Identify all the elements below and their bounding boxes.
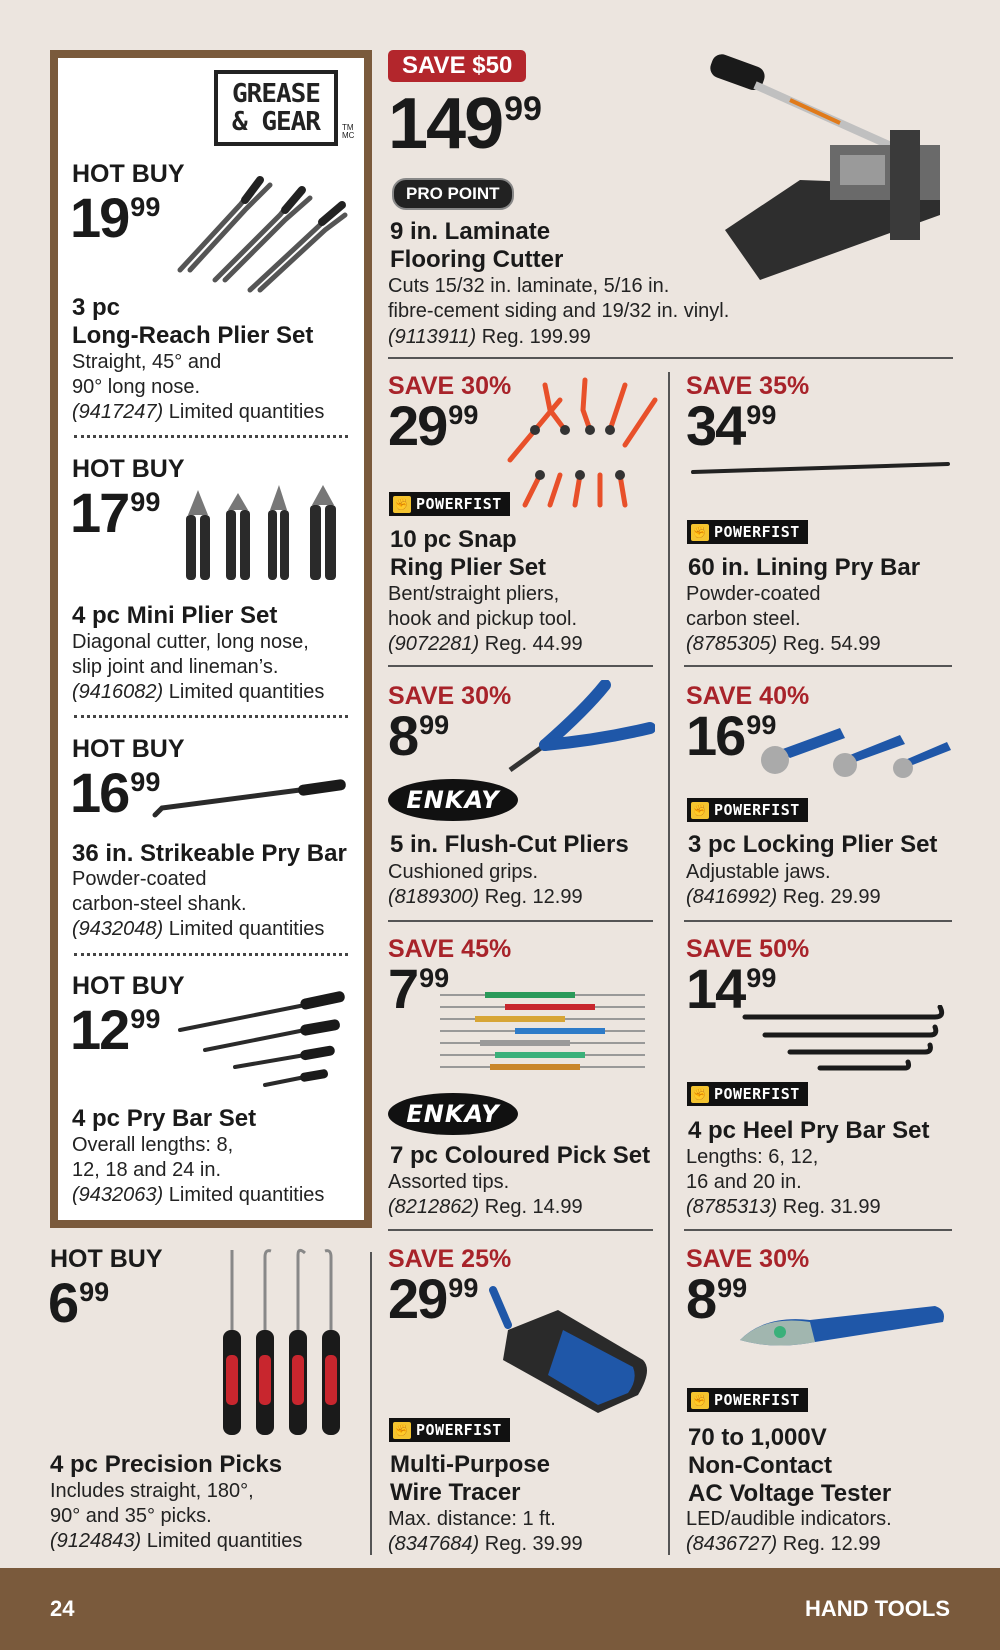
product-sku: (9072281) Reg. 44.99: [388, 633, 583, 655]
save-label: SAVE 30%: [388, 372, 512, 400]
dotted-divider: [74, 715, 348, 718]
divider: [388, 357, 953, 359]
product-desc: 90° and 35° picks.: [50, 1505, 212, 1527]
mini-plier-image: [180, 485, 350, 585]
product-sku: (8347684) Reg. 39.99: [388, 1533, 583, 1555]
product-sku: (9124843) Limited quantities: [50, 1530, 303, 1552]
powerfist-logo: ✊ POWERFIST: [389, 1418, 510, 1442]
product-desc: 12, 18 and 24 in.: [72, 1159, 222, 1181]
heel-pry-bar-set-image: [740, 1005, 950, 1075]
product-desc: Includes straight, 180°,: [50, 1480, 254, 1502]
divider: [684, 920, 952, 922]
product-desc: slip joint and lineman’s.: [72, 656, 279, 678]
precision-picks-image: [215, 1245, 345, 1440]
powerfist-logo: ✊ POWERFIST: [389, 492, 510, 516]
flush-cut-plier-image: [505, 680, 655, 780]
product-sku: (9113911) Reg. 199.99: [388, 326, 591, 348]
pro-point-logo: PRO POINT: [392, 178, 514, 210]
product-sku: (8436727) Reg. 12.99: [686, 1533, 881, 1555]
hot-buy-label: HOT BUY: [72, 160, 185, 188]
price: $12^{99}$: [70, 998, 161, 1061]
product-name: Flooring Cutter: [390, 246, 564, 273]
product-desc: fibre-cement siding and 19/32 in. vinyl.: [388, 300, 730, 322]
product-sku: (8785313) Reg. 31.99: [686, 1196, 881, 1218]
product-desc: Diagonal cutter, long nose,: [72, 631, 309, 653]
snap-ring-plier-image: [505, 375, 665, 510]
product-name: Ring Plier Set: [390, 554, 547, 581]
fist-icon: ✊: [692, 525, 708, 539]
product-name: 4 pc Precision Picks: [50, 1451, 283, 1478]
product-name: 5 in. Flush-Cut Pliers: [390, 831, 629, 858]
divider: [388, 665, 653, 667]
price: $16^{99}$: [686, 704, 777, 767]
save-badge: SAVE $50: [388, 50, 526, 82]
lining-pry-bar-image: [688, 458, 953, 478]
coloured-pick-set-image: [435, 990, 655, 1070]
strikeable-pry-bar-image: [150, 770, 350, 820]
locking-plier-image: [755, 720, 955, 780]
hot-buy-label: HOT BUY: [72, 455, 185, 483]
voltage-tester-image: [735, 1300, 950, 1355]
price: $16^{99}$: [70, 761, 161, 824]
page-number: 24: [50, 1596, 75, 1621]
product-sku: (9417247) Limited quantities: [72, 401, 325, 423]
product-desc: Cuts 15/32 in. laminate, 5/16 in.: [388, 275, 670, 297]
dotted-divider: [74, 435, 348, 438]
column-divider: [668, 372, 670, 1555]
powerfist-logo: ✊ POWERFIST: [687, 520, 808, 544]
powerfist-logo: ✊ POWERFIST: [687, 798, 808, 822]
save-label: SAVE 50%: [686, 935, 810, 963]
product-desc: hook and pickup tool.: [388, 608, 578, 630]
product-name: 36 in. Strikeable Pry Bar: [72, 840, 347, 867]
powerfist-logo: ✊ POWERFIST: [687, 1388, 808, 1412]
wire-tracer-image: [488, 1285, 658, 1415]
product-name: 9 in. Laminate: [390, 218, 551, 245]
fist-icon: ✊: [394, 497, 410, 511]
long-reach-plier-image: [170, 170, 350, 295]
price: $6^{99}$: [48, 1271, 110, 1334]
product-name: Non-Contact: [688, 1452, 832, 1479]
enkay-logo: ENKAY: [388, 779, 518, 821]
price: $19^{99}$: [70, 186, 161, 249]
price: $14^{99}$: [686, 957, 777, 1020]
hot-buy-label: HOT BUY: [72, 735, 185, 763]
product-name: 3 pc: [72, 294, 121, 321]
product-desc: 16 and 20 in.: [686, 1171, 802, 1193]
product-name: 60 in. Lining Pry Bar: [688, 554, 921, 581]
product-name: 4 pc Mini Plier Set: [72, 602, 278, 629]
product-sku: (9416082) Limited quantities: [72, 681, 325, 703]
section-title: HAND TOOLS: [804, 1596, 950, 1621]
save-label: SAVE 30%: [686, 1245, 810, 1273]
product-name: 70 to 1,000V: [688, 1424, 827, 1451]
price: $29^{99}$: [388, 1267, 479, 1330]
product-sku: (8189300) Reg. 12.99: [388, 886, 583, 908]
laminate-cutter-image: [700, 50, 950, 290]
pry-bar-set-image: [175, 985, 350, 1090]
grease-gear-logo-text: GREASE & GEAR: [232, 79, 320, 137]
trademark-mark: TM MC: [342, 123, 355, 140]
save-label: SAVE 45%: [388, 935, 512, 963]
product-desc: carbon steel.: [686, 608, 801, 630]
price: $8^{99}$: [388, 704, 450, 767]
divider: [684, 1229, 952, 1231]
product-desc: Lengths: 6, 12,: [686, 1146, 819, 1168]
save-label: SAVE 30%: [388, 682, 512, 710]
price: $34^{99}$: [686, 394, 777, 457]
product-desc: 90° long nose.: [72, 376, 201, 398]
product-name: Multi-Purpose: [390, 1451, 550, 1478]
product-name: 3 pc Locking Plier Set: [688, 831, 938, 858]
product-desc: Cushioned grips.: [388, 861, 539, 883]
product-name: 7 pc Coloured Pick Set: [390, 1142, 651, 1169]
price: $149^{99}$: [388, 84, 542, 164]
product-name: 10 pc Snap: [390, 526, 517, 553]
product-sku: (8416992) Reg. 29.99: [686, 886, 881, 908]
price: $7^{99}$: [388, 957, 450, 1020]
product-desc: Assorted tips.: [388, 1171, 510, 1193]
product-desc: Straight, 45° and: [72, 351, 222, 373]
product-desc: Bent/straight pliers,: [388, 583, 560, 605]
dotted-divider: [74, 953, 348, 956]
fist-icon: ✊: [692, 1087, 708, 1101]
product-sku: (8785305) Reg. 54.99: [686, 633, 881, 655]
product-desc: carbon-steel shank.: [72, 893, 247, 915]
save-label: SAVE 35%: [686, 372, 810, 400]
save-label: SAVE 25%: [388, 1245, 512, 1273]
divider: [684, 665, 952, 667]
price: $29^{99}$: [388, 394, 479, 457]
product-desc: Adjustable jaws.: [686, 861, 831, 883]
column-divider: [370, 1252, 372, 1555]
product-desc: Overall lengths: 8,: [72, 1134, 234, 1156]
fist-icon: ✊: [692, 1393, 708, 1407]
price: $8^{99}$: [686, 1267, 748, 1330]
divider: [388, 920, 653, 922]
product-name: AC Voltage Tester: [688, 1480, 892, 1507]
powerfist-logo: ✊ POWERFIST: [687, 1082, 808, 1106]
product-desc: Max. distance: 1 ft.: [388, 1508, 556, 1530]
price: $17^{99}$: [70, 481, 161, 544]
page-footer: [0, 1568, 1000, 1650]
product-desc: Powder-coated: [686, 583, 821, 605]
enkay-logo: ENKAY: [388, 1093, 518, 1135]
fist-icon: ✊: [692, 803, 708, 817]
save-label: SAVE 40%: [686, 682, 810, 710]
product-name: Wire Tracer: [390, 1479, 521, 1506]
hot-buy-label: HOT BUY: [72, 972, 185, 1000]
divider: [388, 1229, 653, 1231]
product-sku: (9432063) Limited quantities: [72, 1184, 325, 1206]
hot-buy-label: HOT BUY: [50, 1245, 163, 1273]
grease-gear-logo: [214, 70, 338, 146]
product-name: 4 pc Heel Pry Bar Set: [688, 1117, 930, 1144]
product-sku: (9432048) Limited quantities: [72, 918, 325, 940]
product-name: 4 pc Pry Bar Set: [72, 1105, 257, 1132]
product-desc: LED/audible indicators.: [686, 1508, 892, 1530]
product-name: Long-Reach Plier Set: [72, 322, 314, 349]
fist-icon: ✊: [394, 1423, 410, 1437]
product-desc: Powder-coated: [72, 868, 207, 890]
product-sku: (8212862) Reg. 14.99: [388, 1196, 583, 1218]
